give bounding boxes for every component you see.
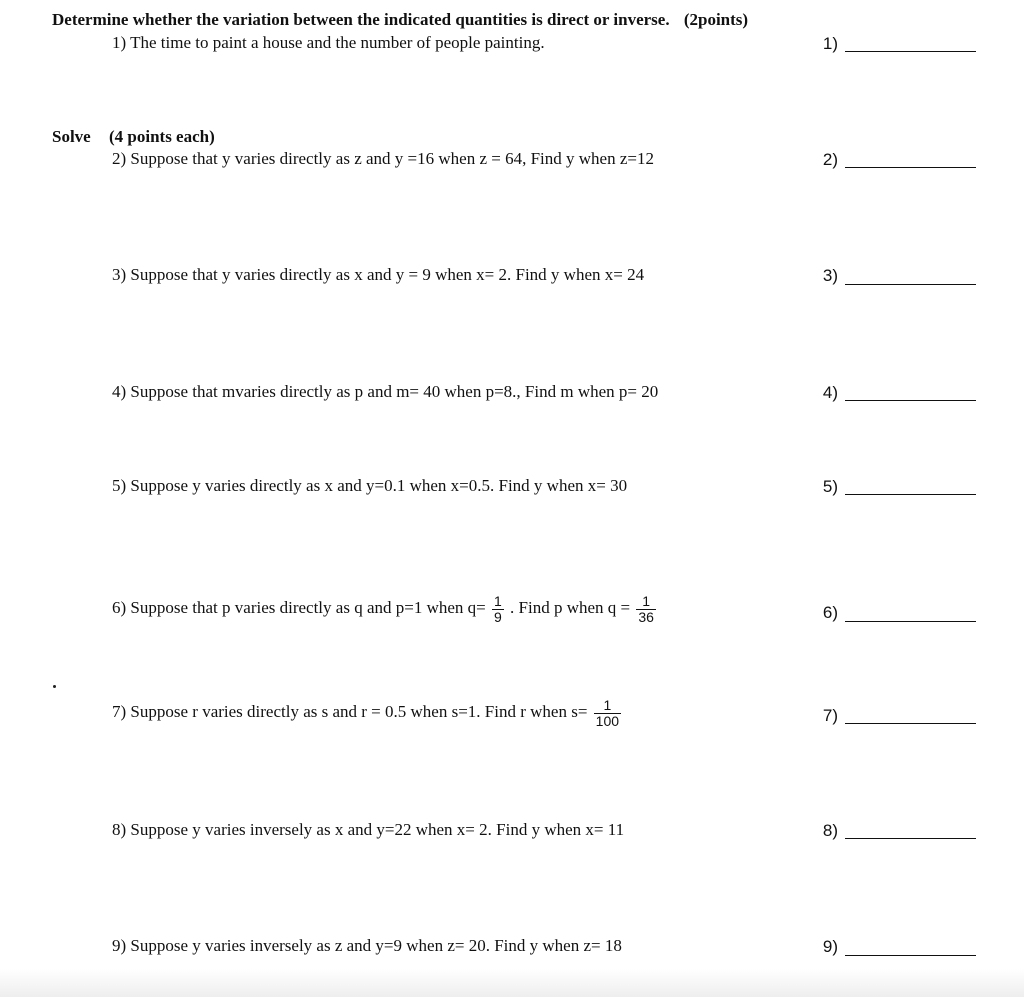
fraction-numerator: 1 (493, 593, 502, 609)
fraction-one-thirtysixth (636, 594, 656, 624)
question-1: 1) The time to paint a house and the number of people painting. (112, 33, 545, 52)
solve-heading (52, 127, 215, 147)
question-5: 5) Suppose y varies directly as x and y=0.1 when x=0.5. Find y when x= 30 (112, 476, 628, 495)
answer-line-8[interactable] (845, 838, 976, 839)
answer-label-1: 1) (822, 34, 838, 53)
fraction-numerator: 1 (636, 594, 656, 610)
answer-line-2[interactable] (845, 167, 976, 168)
answer-label-5: 5) (822, 477, 838, 496)
question-6-text-a: 6) Suppose that p varies directly as q and p=1 when q= (112, 598, 486, 618)
solve-points: (4 points each) (108, 127, 215, 146)
instructions-heading (52, 10, 748, 30)
answer-label-9: 9) (822, 937, 838, 956)
question-2: 2) Suppose that y varies directly as z and y =16 when z = 64, Find y when z=12 (112, 149, 654, 168)
question-6 (112, 594, 658, 624)
bottom-shadow (0, 969, 1024, 997)
question-3: 3) Suppose that y varies directly as x and y = 9 when x= 2. Find y when x= 24 (112, 265, 645, 284)
fraction-one-ninth (492, 594, 504, 624)
fraction-denominator: 36 (638, 608, 654, 625)
answer-line-7[interactable] (845, 723, 976, 724)
question-8: 8) Suppose y varies inversely as x and y=22 when x= 2. Find y when x= 11 (112, 820, 625, 839)
answer-line-5[interactable] (845, 494, 976, 495)
answer-line-9[interactable] (845, 955, 976, 956)
instructions-points: (2points) (683, 10, 749, 29)
answer-line-6[interactable] (845, 621, 976, 622)
solve-label: Solve (52, 127, 91, 146)
answer-line-3[interactable] (845, 284, 976, 285)
question-7-text: 7) Suppose r varies directly as s and r = 0.5 when s=1. Find r when s= (112, 702, 588, 722)
fraction-numerator: 1 (594, 698, 621, 714)
fraction-one-hundredth (594, 698, 621, 728)
question-7 (112, 698, 623, 728)
answer-label-2: 2) (822, 150, 838, 169)
question-4: 4) Suppose that mvaries directly as p and m= 40 when p=8., Find m when p= 20 (112, 382, 659, 401)
answer-label-4: 4) (822, 383, 838, 402)
instructions-text: Determine whether the variation between the indicated quantities is direct or inverse. (52, 10, 670, 29)
fraction-denominator: 100 (595, 712, 620, 729)
question-9: 9) Suppose y varies inversely as z and y=9 when z= 20. Find y when z= 18 (112, 936, 622, 955)
question-6-text-b: . Find p when q = (510, 598, 631, 618)
answer-label-7: 7) (822, 706, 838, 725)
answer-label-6: 6) (822, 603, 838, 622)
fraction-denominator: 9 (493, 608, 502, 625)
stray-dot (53, 685, 56, 688)
answer-label-3: 3) (822, 266, 838, 285)
answer-label-8: 8) (822, 821, 838, 840)
answer-line-4[interactable] (845, 400, 976, 401)
answer-line-1[interactable] (845, 51, 976, 52)
